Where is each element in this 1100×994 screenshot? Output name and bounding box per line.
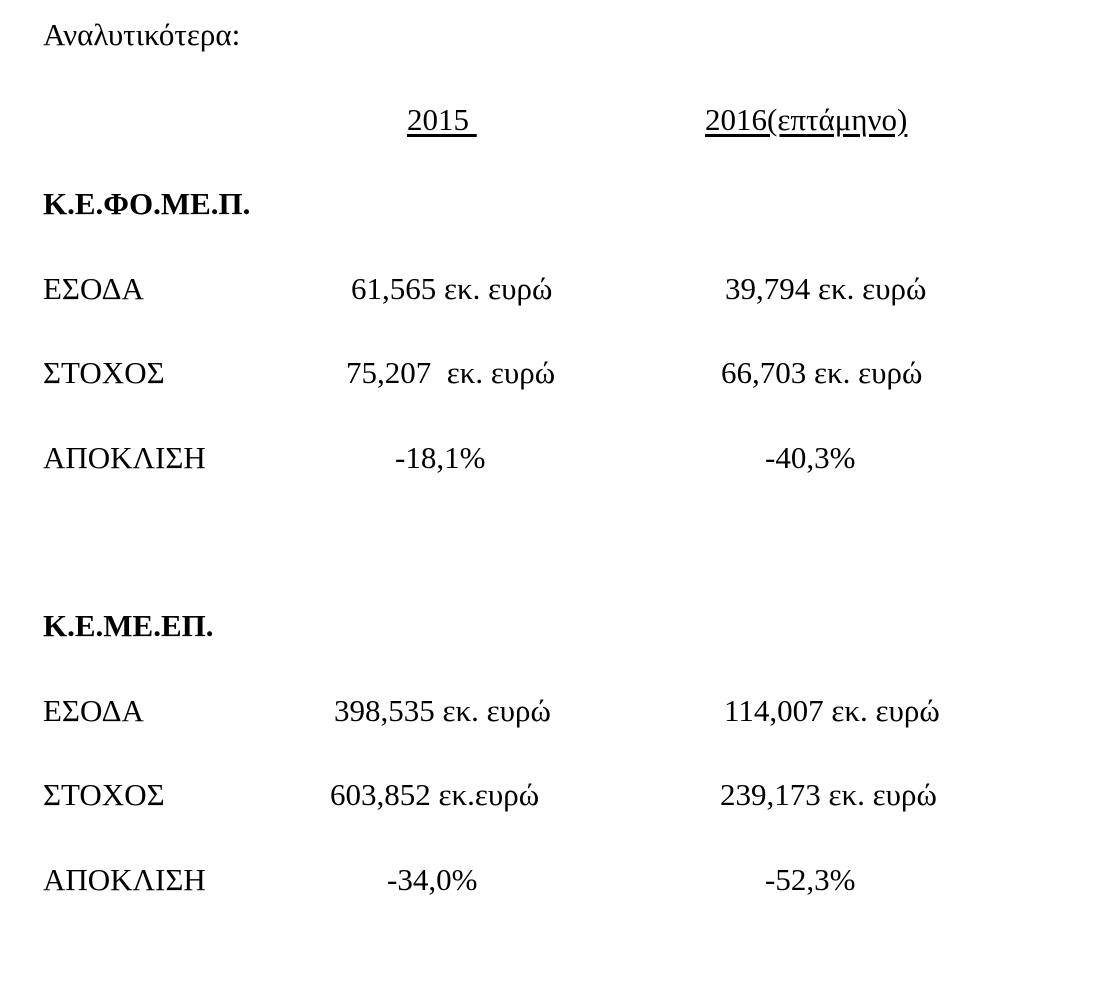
header-2015: 2015	[407, 102, 477, 137]
row-value-2015-esoda-1: 61,565 εκ. ευρώ	[351, 271, 553, 306]
row-value-2015-apoklisi-1: -18,1%	[395, 440, 486, 475]
row-value-2015-esoda-2: 398,535 εκ. ευρώ	[334, 693, 551, 728]
row-label-esoda-1: ΕΣΟΔΑ	[43, 271, 144, 306]
row-value-2015-stoxos-1: 75,207 εκ. ευρώ	[346, 355, 556, 390]
row-label-stoxos-1: ΣΤΟΧΟΣ	[43, 355, 165, 390]
section-title-kemeep: Κ.Ε.ΜΕ.ΕΠ.	[43, 608, 214, 643]
header-2016: 2016(επτάμηνο)	[705, 102, 908, 137]
row-label-apoklisi-1: ΑΠΟΚΛΙΣΗ	[43, 440, 206, 475]
row-label-stoxos-2: ΣΤΟΧΟΣ	[43, 777, 165, 812]
row-value-2016-apoklisi-2: -52,3%	[765, 862, 856, 897]
row-value-2016-apoklisi-1: -40,3%	[765, 440, 856, 475]
row-value-2015-apoklisi-2: -34,0%	[387, 862, 478, 897]
row-label-esoda-2: ΕΣΟΔΑ	[43, 693, 144, 728]
row-value-2016-esoda-1: 39,794 εκ. ευρώ	[725, 271, 927, 306]
row-value-2016-stoxos-1: 66,703 εκ. ευρώ	[721, 355, 923, 390]
row-label-apoklisi-2: ΑΠΟΚΛΙΣΗ	[43, 862, 206, 897]
intro-text: Αναλυτικότερα:	[43, 17, 241, 52]
section-title-kefomep: Κ.Ε.ΦΟ.ΜΕ.Π.	[43, 186, 251, 221]
row-value-2016-stoxos-2: 239,173 εκ. ευρώ	[720, 777, 937, 812]
row-value-2016-esoda-2: 114,007 εκ. ευρώ	[724, 693, 940, 728]
row-value-2015-stoxos-2: 603,852 εκ.ευρώ	[330, 777, 540, 812]
